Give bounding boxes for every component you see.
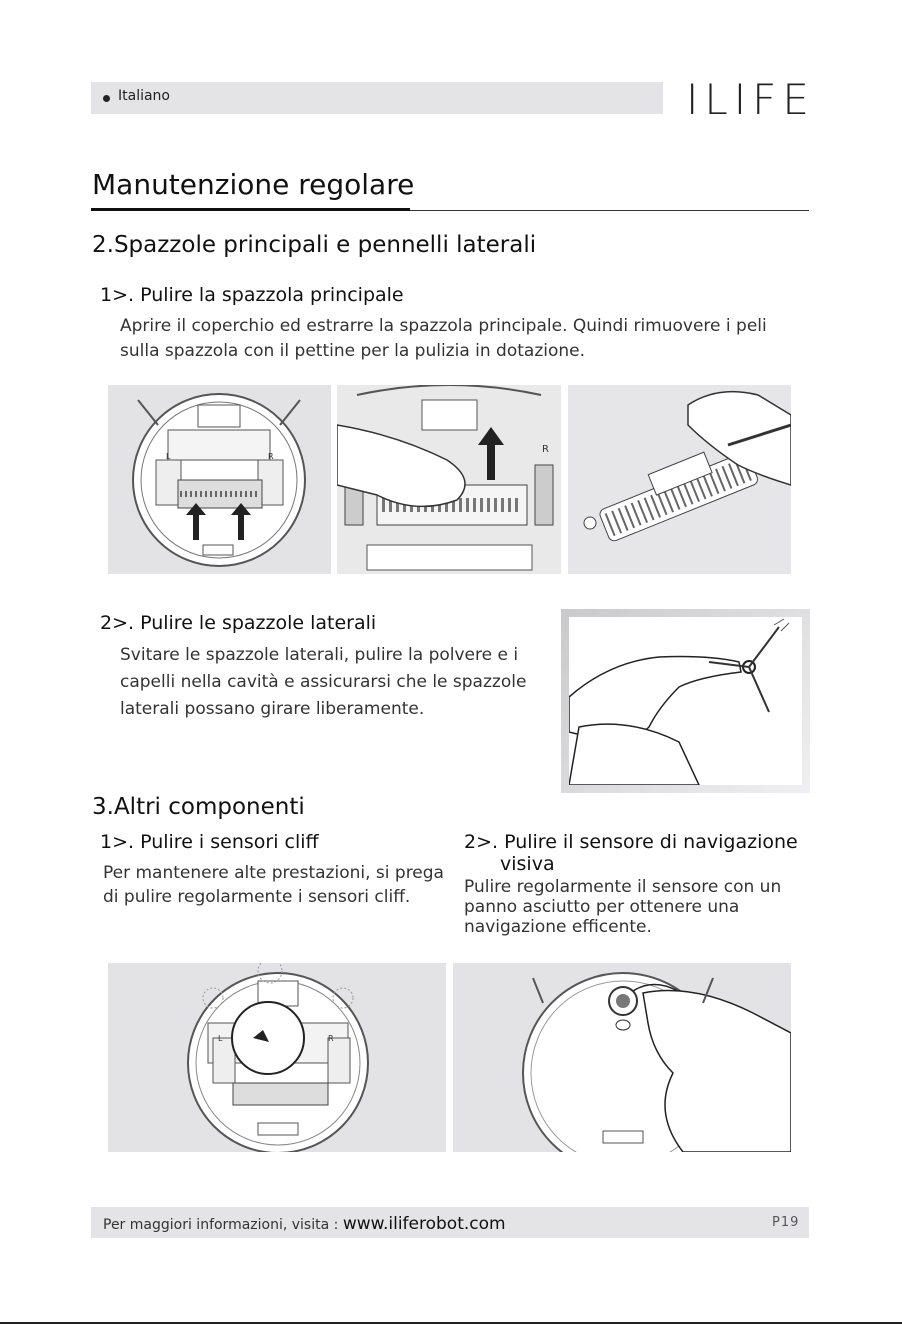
remove-main-brush-image [337, 385, 561, 574]
section3-step2-line1: Pulire regolarmente il sensore con un [464, 877, 782, 897]
website-link[interactable]: www.iliferobot.com [342, 1214, 506, 1234]
side-brush-photo [561, 609, 810, 793]
label-l: L [166, 452, 171, 461]
cliff-sensor-image [108, 963, 446, 1152]
clean-brush-comb-image [568, 385, 791, 574]
section3-step1-title: 1>. Pulire i sensori cliff [100, 831, 319, 853]
language-bar [91, 82, 663, 114]
section2-step2-title: 2>. Pulire le spazzole laterali [100, 612, 377, 634]
label-l-3: L [218, 1034, 223, 1043]
label-r-2: R [542, 444, 549, 455]
section3-step2-title: 2>. Pulire il sensore di navigazione [464, 831, 798, 853]
section3-step1-line1: Per mantenere alte prestazioni, si prega [103, 863, 444, 883]
label-r: R [268, 452, 274, 461]
section2-heading: 2.Spazzole principali e pennelli laterali [92, 232, 537, 258]
vision-sensor-image [453, 963, 791, 1152]
section2-step1-title: 1>. Pulire la spazzola principale [100, 284, 404, 306]
page-number: P19 [772, 1215, 800, 1230]
section3-step2-title-cont: visiva [500, 853, 555, 875]
section2-step2-line1: Svitare le spazzole laterali, pulire la polvere e i [120, 645, 519, 665]
brand-logo: ILIFE [686, 75, 815, 124]
robot-underside-image [108, 385, 331, 574]
title-underline [91, 208, 410, 211]
section3-heading: 3.Altri componenti [92, 794, 305, 820]
section2-step1-line1: Aprire il coperchio ed estrarre la spazzola principale. Quindi rimuovere i peli [120, 316, 767, 336]
footer-info-label: Per maggiori informazioni, visita : [103, 1217, 339, 1233]
section2-step2-line2: capelli nella cavità e assicurarsi che le spazzole [120, 672, 527, 692]
section2-step1-line2: sulla spazzola con il pettine per la pulizia in dotazione. [120, 341, 586, 361]
section3-step1-line2: di pulire regolarmente i sensori cliff. [103, 887, 411, 907]
section3-step2-line2: panno asciutto per ottenere una [464, 897, 740, 917]
footer-info [103, 1214, 506, 1234]
language-label: Italiano [118, 88, 170, 104]
page-title: Manutenzione regolare [92, 168, 415, 201]
section2-step2-line3: laterali possano girare liberamente. [120, 699, 425, 719]
section3-step2-line3: navigazione efficente. [464, 917, 652, 937]
bullet-icon [103, 95, 110, 102]
label-r-3: R [328, 1034, 334, 1043]
